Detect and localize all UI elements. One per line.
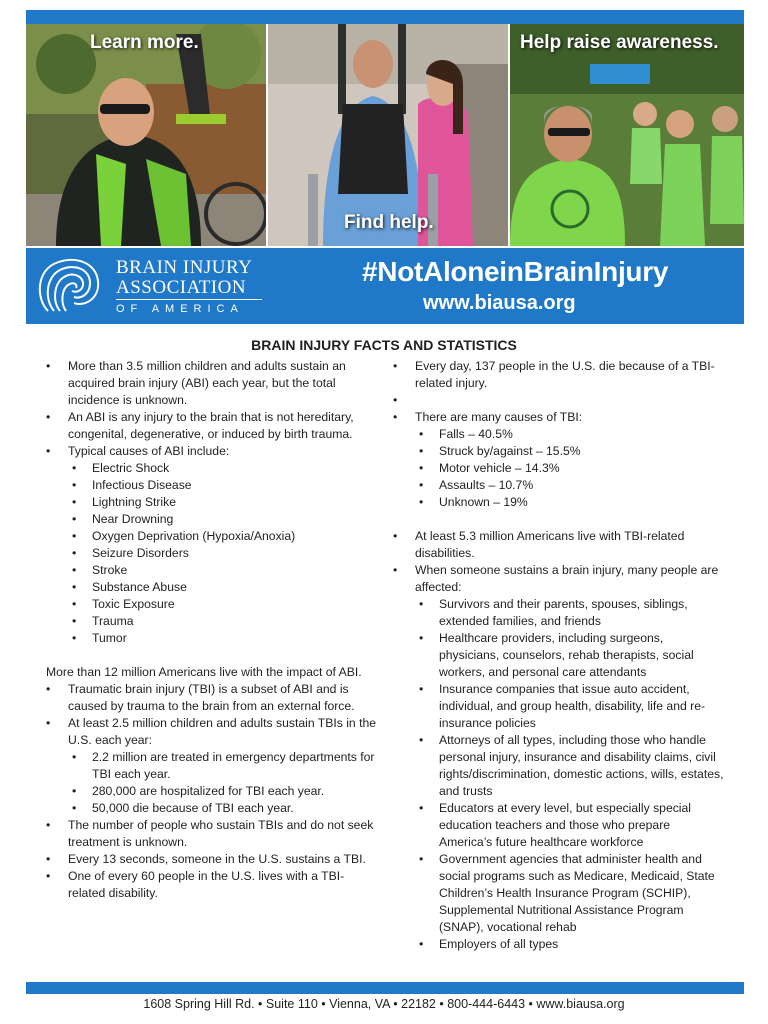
- website-url[interactable]: www.biausa.org: [423, 292, 576, 314]
- photo-strip: [26, 24, 744, 246]
- sub-list-item: • Employers of all types: [415, 936, 725, 953]
- sub-list-item: • Survivors and their parents, spouses, siblings, extended families, and friends: [415, 596, 725, 630]
- right-column: [393, 358, 725, 953]
- list-item: • The number of people who sustain TBIs and do not seek treatment is unknown.: [46, 817, 376, 851]
- list-item-empty: [393, 392, 725, 409]
- list-item-text: There are many causes of TBI:: [415, 410, 583, 424]
- sub-list-item: • Struck by/against – 15.5%: [415, 443, 725, 460]
- sub-list-item: • Healthcare providers, including surgeons, physicians, counselors, rehab therapists, social workers, and personal care attendants: [415, 630, 725, 681]
- sub-list-item: • Lightning Strike: [68, 494, 376, 511]
- paragraph: More than 12 million Americans live with the impact of ABI.: [46, 665, 362, 679]
- list-item: • More than 3.5 million children and adults sustain an acquired brain injury (ABI) each year, but the total incidence is unknown.: [46, 358, 376, 409]
- sub-list-item: • Government agencies that administer health and social programs such as Medicare, Medicaid, State Children’s Health Insurance Program (SCHIP), Supplemental Nutritional Assistance Program (SNAP), vocational rehab: [415, 851, 725, 936]
- list-item: [46, 443, 376, 647]
- biaa-logo: [34, 255, 264, 319]
- sub-list-item: • Toxic Exposure: [68, 596, 376, 613]
- sub-list-item: • Attorneys of all types, including those who handle personal injury, insurance and disability claims, civil rights/discrimination, domestic actions, wills, estates, and trusts: [415, 732, 725, 800]
- sub-list-item: • Near Drowning: [68, 511, 376, 528]
- top-blue-bar: [26, 10, 744, 24]
- list-item-text: At least 2.5 million children and adults sustain TBIs in the U.S. each year:: [68, 716, 377, 747]
- logo-line-of-america: OF AMERICA: [116, 303, 244, 315]
- list-item: [393, 409, 725, 511]
- photo-cyclist: [26, 24, 266, 246]
- sub-list-item: • Infectious Disease: [68, 477, 376, 494]
- sub-list-item: • Motor vehicle – 14.3%: [415, 460, 725, 477]
- list-item: [393, 562, 725, 953]
- left-column: [46, 358, 376, 902]
- brand-banner: [26, 248, 744, 324]
- sub-list-item: • 280,000 are hospitalized for TBI each year.: [68, 783, 376, 800]
- caption-learn-more: Learn more.: [90, 32, 199, 53]
- brain-swirl-icon: [34, 255, 114, 319]
- hashtag: #NotAloneinBrainInjury: [362, 256, 669, 287]
- sub-list-item: • Oxygen Deprivation (Hypoxia/Anoxia): [68, 528, 376, 545]
- photo-awareness-walk: [510, 24, 744, 246]
- list-item: • Every 13 seconds, someone in the U.S. sustains a TBI.: [46, 851, 376, 868]
- list-item: • An ABI is any injury to the brain that is not hereditary, congenital, degenerative, or induced by birth trauma.: [46, 409, 376, 443]
- list-item: • At least 5.3 million Americans live with TBI-related disabilities.: [393, 528, 725, 562]
- list-item-text: When someone sustains a brain injury, many people are affected:: [415, 563, 719, 594]
- caption-find-help: Find help.: [344, 212, 434, 233]
- sub-list-item: • Seizure Disorders: [68, 545, 376, 562]
- sub-list-item: • Tumor: [68, 630, 376, 647]
- sub-list-item: • Educators at every level, but especially special education teachers and those who prepare America’s future healthcare workforce: [415, 800, 725, 851]
- bottom-blue-bar: [26, 982, 744, 994]
- list-item: • One of every 60 people in the U.S. lives with a TBI-related disability.: [46, 868, 376, 902]
- list-item: [46, 715, 376, 817]
- list-item: • Traumatic brain injury (TBI) is a subset of ABI and is caused by trauma to the brain from an external force.: [46, 681, 376, 715]
- sub-list-item: • Stroke: [68, 562, 376, 579]
- caption-raise-awareness: Help raise awareness.: [520, 32, 719, 53]
- logo-rule: [116, 299, 262, 300]
- sub-list-item: • 2.2 million are treated in emergency departments for TBI each year.: [68, 749, 376, 783]
- logo-line-brain-injury: BRAIN INJURY: [116, 257, 253, 278]
- sub-list-item: • Electric Shock: [68, 460, 376, 477]
- sub-list-item: • Insurance companies that issue auto accident, individual, and group health, disability, life and re-insurance policies: [415, 681, 725, 732]
- list-item-text: Typical causes of ABI include:: [68, 444, 230, 458]
- page-title: BRAIN INJURY FACTS AND STATISTICS: [251, 337, 517, 353]
- footer-contact: 1608 Spring Hill Rd. • Suite 110 • Vienna, VA • 22182 • 800-444-6443 • www.biausa.org: [143, 997, 625, 1011]
- sub-list-item: • Trauma: [68, 613, 376, 630]
- photo-exoskeleton: [268, 24, 508, 246]
- logo-line-association: ASSOCIATION: [116, 277, 247, 298]
- list-item: • Every day, 137 people in the U.S. die because of a TBI-related injury.: [393, 358, 725, 392]
- sub-list-item: • 50,000 die because of TBI each year.: [68, 800, 376, 817]
- sub-list-item: • Substance Abuse: [68, 579, 376, 596]
- sub-list-item: • Falls – 40.5%: [415, 426, 725, 443]
- sub-list-item: • Unknown – 19%: [415, 494, 725, 511]
- sub-list-item: • Assaults – 10.7%: [415, 477, 725, 494]
